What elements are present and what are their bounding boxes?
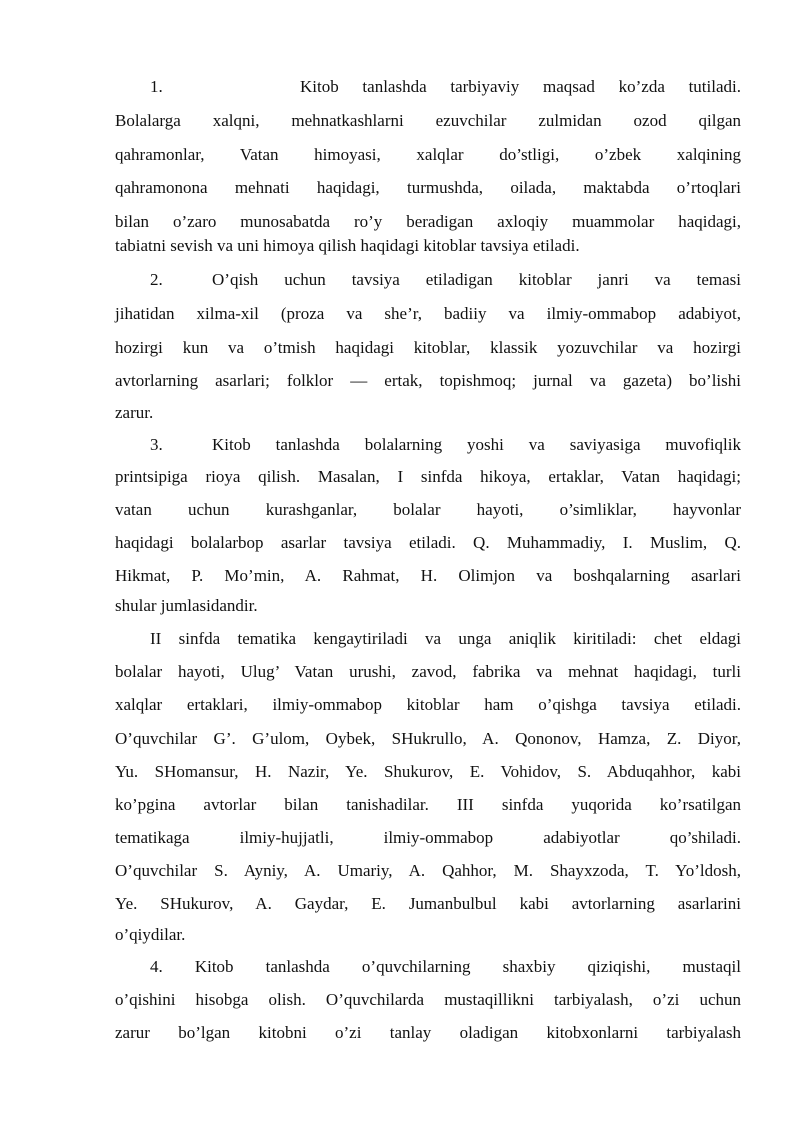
paragraph-4-line: O’quvchilar S. Ayniy, A. Umariy, A. Qahhor, M. Shayxzoda, T. Yo’ldosh,: [115, 861, 741, 880]
paragraph-4-line: ko’pgina avtorlar bilan tanishadilar. III sinfda yuqorida ko’rsatilgan: [115, 795, 741, 814]
paragraph-4-line: II sinfda tematika kengaytiriladi va unga aniqlik kiritiladi: chet eldagi: [150, 629, 741, 648]
paragraph-2-line: avtorlarning asarlari; folklor — ertak, topishmoq; jurnal va gazeta) bo’lishi: [115, 371, 741, 390]
paragraph-5-line: 4. Kitob tanlashda o’quvchilarning shaxbiy qiziqishi, mustaqil: [150, 957, 741, 976]
paragraph-1-line: Kitob tanlashda tarbiyaviy maqsad ko’zda tutiladi.: [300, 77, 741, 96]
paragraph-2-line: hozirgi kun va o’tmish haqidagi kitoblar, klassik yozuvchilar va hozirgi: [115, 338, 741, 357]
paragraph-3-line: Kitob tanlashda bolalarning yoshi va saviyasiga muvofiqlik: [212, 435, 741, 454]
paragraph-4-line: tematikaga ilmiy-hujjatli, ilmiy-ommabop adabiyotlar qo’shiladi.: [115, 828, 741, 847]
paragraph-3-line: vatan uchun kurashganlar, bolalar hayoti, o’simliklar, hayvonlar: [115, 500, 741, 519]
paragraph-5-line: zarur bo’lgan kitobni o’zi tanlay oladigan kitobxonlarni tarbiyalash: [115, 1023, 741, 1042]
paragraph-1-line: bilan o’zaro munosabatda ro’y beradigan axloqiy muammolar haqidagi,: [115, 212, 741, 231]
paragraph-3-line: shular jumlasidandir.: [115, 596, 258, 615]
paragraph-4-line: bolalar hayoti, Ulug’ Vatan urushi, zavod, fabrika va mehnat haqidagi, turli: [115, 662, 741, 681]
paragraph-4-line: Yu. SHomansur, H. Nazir, Ye. Shukurov, E. Vohidov, S. Abduqahhor, kabi: [115, 762, 741, 781]
paragraph-3-line: haqidagi bolalarbop asarlar tavsiya etiladi. Q. Muhammadiy, I. Muslim, Q.: [115, 533, 741, 552]
paragraph-4-line: Ye. SHukurov, A. Gaydar, E. Jumanbulbul kabi avtorlarning asarlarini: [115, 894, 741, 913]
paragraph-4-line: O’quvchilar G’. G’ulom, Oybek, SHukrullo, A. Qononov, Hamza, Z. Diyor,: [115, 729, 741, 748]
paragraph-3-line: printsipiga rioya qilish. Masalan, I sinfda hikoya, ertaklar, Vatan haqidagi;: [115, 467, 741, 486]
paragraph-3-number: 3.: [150, 435, 163, 454]
paragraph-1-line: qahramonona mehnati haqidagi, turmushda, oilada, maktabda o’rtoqlari: [115, 178, 741, 197]
paragraph-2-number: 2.: [150, 270, 163, 289]
paragraph-1-line: qahramonlar, Vatan himoyasi, xalqlar do’stligi, o’zbek xalqining: [115, 145, 741, 164]
paragraph-2-line: zarur.: [115, 403, 154, 422]
paragraph-1-line: tabiatni sevish va uni himoya qilish haqidagi kitoblar tavsiya etiladi.: [115, 236, 580, 255]
paragraph-5-line: o’qishini hisobga olish. O’quvchilarda mustaqillikni tarbiyalash, o’zi uchun: [115, 990, 741, 1009]
paragraph-3-line: Hikmat, P. Mo’min, A. Rahmat, H. Olimjon va boshqalarning asarlari: [115, 566, 741, 585]
paragraph-4-line: o’qiydilar.: [115, 925, 186, 944]
paragraph-2-line: O’qish uchun tavsiya etiladigan kitoblar janri va temasi: [212, 270, 741, 289]
paragraph-1-number: 1.: [150, 77, 163, 96]
paragraph-4-line: xalqlar ertaklari, ilmiy-ommabop kitoblar ham o’qishga tavsiya etiladi.: [115, 695, 741, 714]
paragraph-1-line: Bolalarga xalqni, mehnatkashlarni ezuvchilar zulmidan ozod qilgan: [115, 111, 741, 130]
paragraph-2-line: jihatidan xilma-xil (proza va she’r, badiiy va ilmiy-ommabop adabiyot,: [115, 304, 741, 323]
